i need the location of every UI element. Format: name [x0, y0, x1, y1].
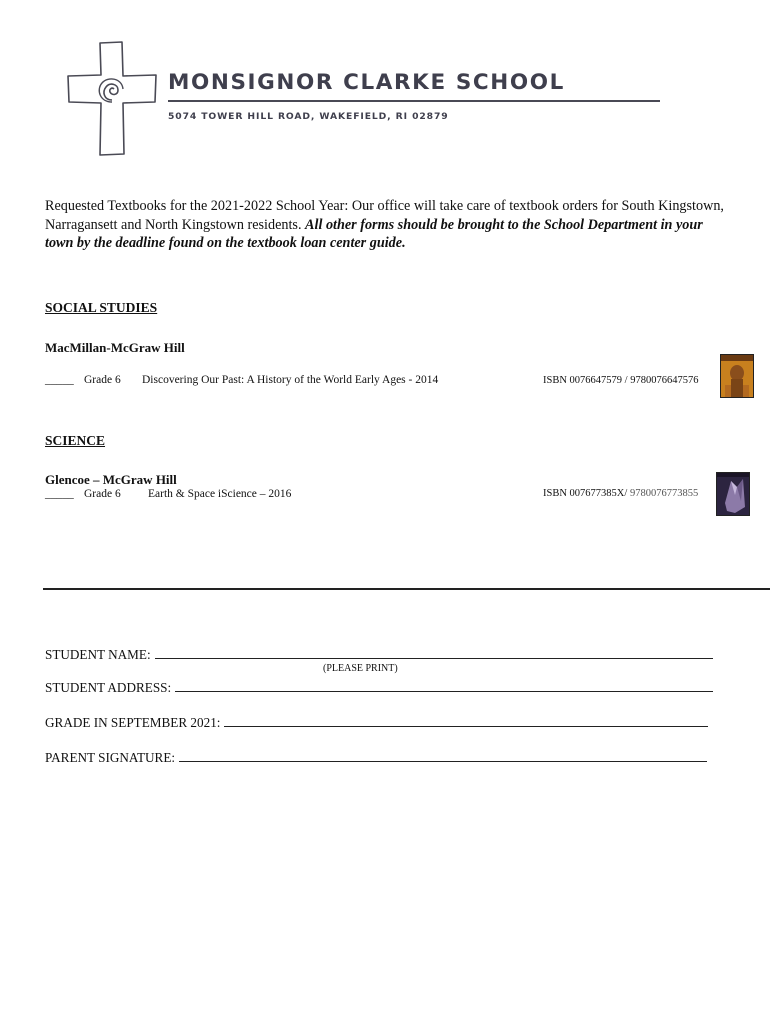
- book-cover-science: [716, 472, 750, 516]
- grade-september-field[interactable]: [45, 715, 708, 731]
- blank-science[interactable]: _____: [45, 488, 74, 500]
- student-address-line[interactable]: [175, 690, 713, 692]
- intro-emphasis: All other forms should be brought to the School Department in your town by the deadline found on the textbook loan center guide.: [45, 216, 703, 251]
- book-title-science: Earth & Space iScience – 2016: [148, 488, 292, 500]
- book-cover-social-studies: [720, 354, 754, 398]
- parent-signature-field[interactable]: [45, 750, 707, 766]
- section-divider: [43, 588, 770, 590]
- grade-september-label: GRADE IN SEPTEMBER 2021:: [45, 715, 221, 730]
- student-name-line[interactable]: [155, 657, 713, 659]
- student-name-field[interactable]: [45, 647, 713, 663]
- parent-signature-label: PARENT SIGNATURE:: [45, 750, 176, 765]
- grade-social-studies: Grade 6: [84, 374, 121, 386]
- grade-september-line[interactable]: [224, 725, 708, 727]
- intro-text: Requested Textbooks for the 2021-2022 School Year: Our office will take care of textbook orders for South Kingstown, Narragansett and North Kingstown residents.: [45, 198, 724, 233]
- isbn-social-studies: ISBN 0076647579 / 9780076647576: [543, 375, 699, 386]
- please-print-hint: (PLEASE PRINT): [323, 663, 398, 674]
- section-heading-social-studies: SOCIAL STUDIES: [45, 300, 158, 315]
- parent-signature-line[interactable]: [179, 760, 707, 762]
- publisher-social-studies: MacMillan-McGraw Hill: [45, 340, 185, 355]
- crystal-image-icon: [717, 473, 749, 515]
- publisher-science: Glencoe – McGraw Hill: [45, 472, 177, 487]
- isbn-science-main: ISBN 007677385X/: [543, 488, 628, 499]
- student-address-field[interactable]: [45, 680, 713, 696]
- student-name-label: STUDENT NAME:: [45, 647, 151, 662]
- school-logo-cross-icon: [66, 40, 158, 156]
- header-divider: [168, 100, 660, 102]
- grade-science: Grade 6: [84, 488, 121, 500]
- intro-paragraph: [45, 197, 725, 253]
- blank-social-studies[interactable]: _____: [45, 374, 74, 386]
- statue-image-icon: [721, 355, 753, 397]
- student-address-label: STUDENT ADDRESS:: [45, 680, 172, 695]
- school-address: 5074 TOWER HILL ROAD, WAKEFIELD, RI 02879: [168, 111, 449, 122]
- section-heading-science: SCIENCE: [45, 433, 106, 448]
- school-name: MONSIGNOR CLARKE SCHOOL: [168, 70, 565, 95]
- book-title-social-studies: Discovering Our Past: A History of the World Early Ages - 2014: [142, 374, 439, 386]
- isbn-science-secondary: 9780076773855: [627, 488, 699, 499]
- isbn-science: [543, 488, 698, 499]
